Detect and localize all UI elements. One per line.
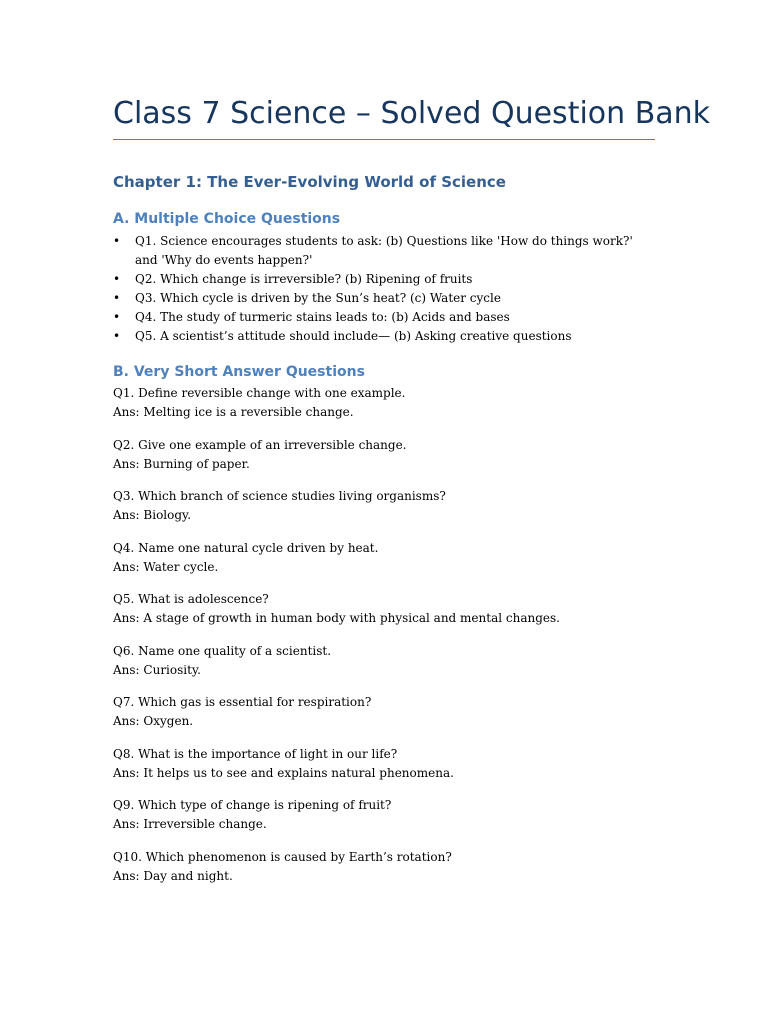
question-text: Q8. What is the importance of light in our life?: [113, 746, 398, 761]
bullet-icon: •: [113, 310, 121, 324]
answer-text: Ans: Irreversible change.: [113, 817, 267, 831]
mcq-item: [113, 327, 658, 346]
mcq-item-text: Q2. Which change is irreversible? (b) Ripening of fruits: [135, 272, 473, 286]
mcq-item: [113, 270, 658, 289]
mcq-item: [113, 308, 658, 327]
qa-item: [113, 693, 658, 745]
document-title: Class 7 Science – Solved Question Bank: [113, 96, 711, 131]
answer-text: Ans: A stage of growth in human body with physical and mental changes.: [113, 611, 560, 625]
answer-text: Ans: Melting ice is a reversible change.: [113, 405, 354, 419]
mcq-list: [113, 232, 658, 346]
bullet-icon: •: [113, 329, 121, 343]
question-text: Q6. Name one quality of a scientist.: [113, 643, 332, 658]
answer-text: Ans: Burning of paper.: [113, 456, 250, 471]
qa-item: [113, 436, 658, 488]
question-text: Q3. Which branch of science studies living organisms?: [113, 489, 446, 503]
question-text: Q10. Which phenomenon is caused by Earth’s rotation?: [113, 849, 452, 864]
qa-item: [113, 745, 658, 797]
qa-item: [113, 848, 658, 900]
answer-text: Ans: Curiosity.: [113, 662, 201, 677]
mcq-item-text: Q1. Science encourages students to ask: (b) Questions like 'How do things work?' and 'Why do events happen?': [135, 234, 633, 267]
mcq-item: [113, 232, 658, 270]
mcq-item-text: Q4. The study of turmeric stains leads to: (b) Acids and bases: [135, 310, 510, 324]
qa-item: [113, 642, 658, 694]
bullet-icon: •: [113, 291, 121, 305]
chapter-heading: Chapter 1: The Ever-Evolving World of Science: [113, 173, 506, 191]
bullet-icon: •: [113, 234, 121, 248]
question-text: Q9. Which type of change is ripening of fruit?: [113, 798, 392, 812]
answer-text: Ans: Biology.: [113, 508, 192, 522]
qa-item: [113, 796, 658, 848]
mcq-item-text: Q5. A scientist’s attitude should include— (b) Asking creative questions: [135, 329, 572, 343]
question-text: Q4. Name one natural cycle driven by heat.: [113, 540, 379, 555]
very-short-answer-list: [113, 384, 658, 899]
mcq-item: [113, 289, 658, 308]
qa-item: [113, 539, 658, 591]
answer-text: Ans: Water cycle.: [113, 559, 219, 574]
mcq-section-heading: A. Multiple Choice Questions: [113, 211, 341, 227]
title-underline: [113, 139, 655, 140]
bullet-icon: •: [113, 272, 121, 286]
very-short-section-heading: B. Very Short Answer Questions: [113, 364, 365, 380]
question-text: Q1. Define reversible change with one example.: [113, 386, 406, 400]
answer-text: Ans: Day and night.: [113, 868, 233, 883]
qa-item: [113, 487, 658, 539]
answer-text: Ans: It helps us to see and explains natural phenomena.: [113, 765, 454, 780]
qa-item: [113, 590, 658, 642]
question-text: Q7. Which gas is essential for respiration?: [113, 695, 372, 709]
answer-text: Ans: Oxygen.: [113, 714, 194, 728]
question-text: Q5. What is adolescence?: [113, 592, 269, 606]
mcq-item-text: Q3. Which cycle is driven by the Sun’s heat? (c) Water cycle: [135, 291, 501, 305]
question-text: Q2. Give one example of an irreversible change.: [113, 437, 407, 452]
qa-item: [113, 384, 658, 436]
